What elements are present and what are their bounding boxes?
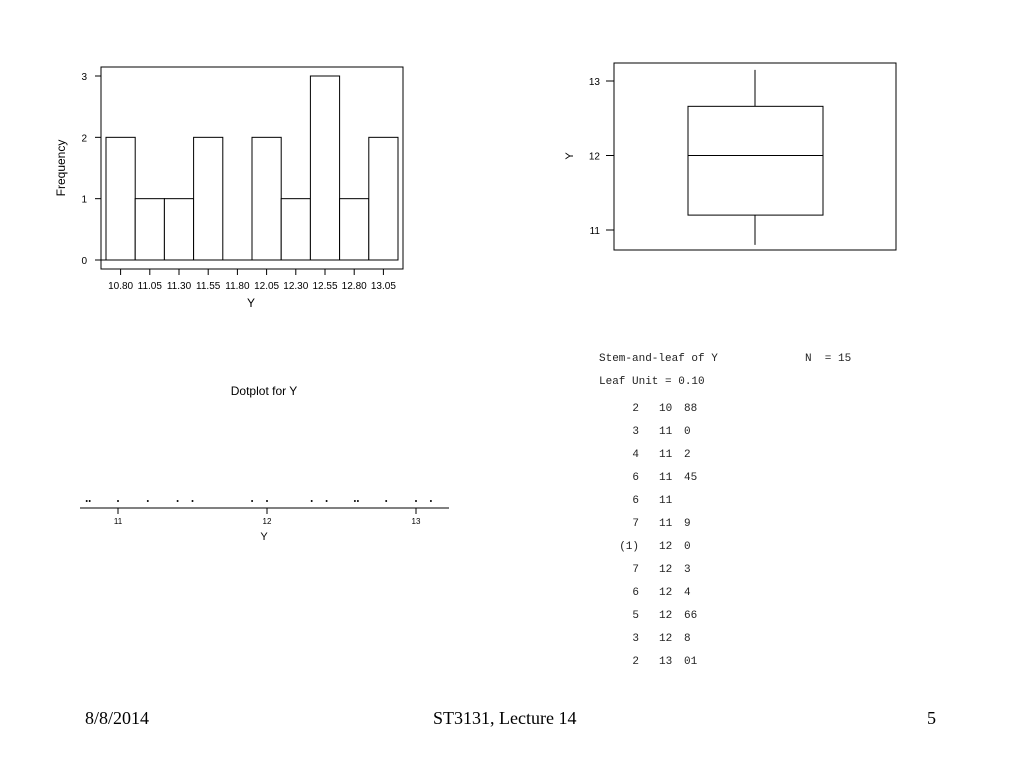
stem-leaf-depth: 2 (632, 403, 639, 415)
histogram-xtick-label: 12.30 (283, 281, 309, 292)
stem-leaf-depth: 3 (632, 426, 639, 438)
histogram-xtick-label: 11.30 (166, 281, 192, 292)
stem-leaf-leaves: 0 (684, 541, 691, 553)
dotplot-xtick-label: 11 (113, 517, 123, 526)
stem-leaf-stem: 12 (659, 541, 673, 553)
dotplot-point (311, 500, 313, 502)
dotplot-point (177, 500, 179, 502)
stem-leaf-leaves: 2 (684, 449, 691, 461)
dotplot-point (385, 500, 387, 502)
stem-leaf-stem: 13 (659, 656, 673, 668)
stem-leaf-depth: 6 (632, 472, 639, 484)
dotplot-title: Dotplot for Y (230, 384, 298, 398)
histogram-ytick-label: 0 (81, 256, 87, 267)
footer-course: ST3131, Lecture 14 (433, 708, 577, 728)
boxplot-ytick-label: 11 (589, 226, 600, 237)
stem-leaf-leaves: 88 (684, 403, 698, 415)
histogram-xtick-label: 13.05 (370, 281, 396, 292)
stem-leaf-depth: 7 (632, 518, 639, 530)
histogram-xtick-label: 11.80 (225, 281, 250, 292)
dotplot-point (326, 500, 328, 502)
stem-leaf-stem: 11 (659, 495, 673, 507)
histogram-ylabel: Frequency (54, 139, 68, 197)
stem-leaf-stem: 11 (659, 426, 673, 438)
stem-leaf-leaves: 01 (684, 656, 698, 668)
dotplot-point (251, 500, 253, 502)
dotplot-point (86, 500, 88, 502)
dotplot-point (192, 500, 194, 502)
stem-leaf-leaves: 9 (684, 518, 691, 530)
stem-leaf-stem: 11 (659, 449, 673, 461)
stem-leaf-depth: 2 (632, 656, 639, 668)
dotplot-point (89, 500, 91, 502)
boxplot-ytick-label: 12 (588, 151, 600, 163)
histogram-xtick-label: 12.55 (312, 281, 338, 292)
stem-leaf-stem: 11 (659, 472, 673, 484)
stem-leaf-depth: 7 (632, 564, 639, 576)
stem-leaf-depth: 4 (632, 449, 639, 461)
stem-leaf-stem: 11 (659, 518, 673, 530)
histogram-ytick-label: 2 (81, 133, 87, 145)
stem-leaf-stem: 12 (659, 587, 673, 599)
dotplot-point (266, 500, 268, 502)
stem-leaf-stem: 12 (659, 564, 673, 576)
histogram-xlabel: Y (246, 296, 256, 310)
footer-page-number: 5 (927, 708, 936, 728)
dotplot-point (354, 500, 356, 502)
histogram-xtick-label: 10.80 (108, 281, 134, 292)
histogram-xtick-label: 12.80 (341, 281, 367, 292)
stem-leaf-leaves: 45 (684, 472, 698, 484)
dotplot-point (430, 500, 432, 502)
stem-leaf-leaves: 0 (684, 426, 691, 438)
dotplot-point (357, 500, 359, 502)
stem-leaf-n: N = 15 (805, 353, 852, 365)
stem-leaf-leaves: 4 (684, 587, 691, 599)
stem-leaf-stem: 12 (659, 633, 673, 645)
stem-leaf-depth: 3 (632, 633, 639, 645)
dotplot-xtick-label: 13 (411, 517, 421, 526)
histogram-xtick-label: 11.05 (137, 281, 162, 292)
footer-date: 8/8/2014 (85, 708, 150, 728)
stem-leaf-leaves: 66 (684, 610, 698, 622)
dotplot-point (147, 500, 149, 502)
dotplot-marks (80, 500, 449, 526)
dotplot-point (117, 500, 119, 502)
boxplot-ylabel: Y (564, 152, 576, 160)
stem-leaf-depth: 6 (632, 495, 639, 507)
histogram-ytick-label: 1 (81, 194, 87, 206)
stem-leaf-depth: (1) (619, 541, 639, 553)
dotplot-point (415, 500, 417, 502)
stem-leaf-stem: 10 (659, 403, 673, 415)
stem-leaf-stem: 12 (659, 610, 673, 622)
dotplot-xtick-label: 12 (262, 517, 272, 526)
boxplot-ytick-label: 13 (588, 77, 600, 88)
stem-leaf-title: Stem-and-leaf of Y (599, 353, 718, 365)
stem-leaf-depth: 6 (632, 587, 639, 599)
dotplot-xlabel: Y (260, 531, 268, 543)
stem-leaf-leaves: 3 (684, 564, 691, 576)
histogram-xtick-label: 12.05 (254, 281, 280, 292)
histogram-xtick-label: 11.55 (196, 281, 221, 292)
stem-leaf-leaves: 8 (684, 633, 691, 645)
stem-leaf-unit: Leaf Unit = 0.10 (599, 376, 705, 388)
histogram-ytick-label: 3 (81, 72, 87, 83)
stem-leaf-depth: 5 (632, 610, 639, 622)
